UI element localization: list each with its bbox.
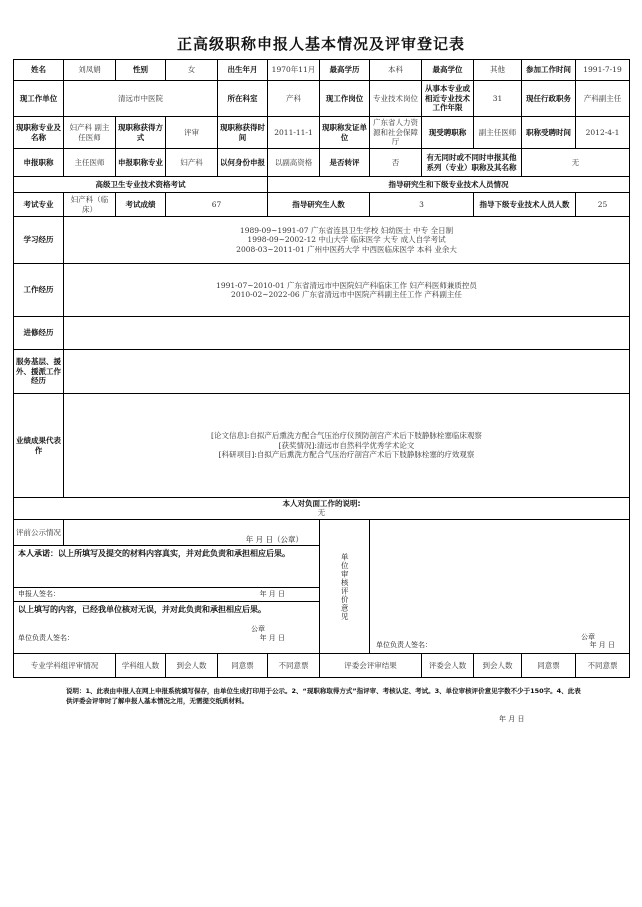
registration-form <box>13 59 630 678</box>
committee-label: 评委会评审结果 <box>320 654 422 678</box>
pledge-text: 本人承诺：以上所填写及提交的材料内容真实，并对此负责和承担相应后果。 <box>18 549 290 558</box>
other-series-label: 有无同时或不同时申报其他系列（专业）职称及其名称 <box>422 149 522 177</box>
group-agree-label: 同意票 <box>218 654 268 678</box>
group-members-label: 学科组人数 <box>116 654 166 678</box>
exam-major-value: 妇产科（临床） <box>64 193 116 217</box>
negative-work-label: 本人对负面工作的说明: <box>282 499 361 508</box>
service-content <box>64 350 630 394</box>
study-line: 1989-09~1991-07 广东省连县卫生学校 妇幼医士 中专 全日制 <box>239 225 454 235</box>
work-start-label: 参加工作时间 <box>522 60 576 81</box>
verify-date: 年 月 日 <box>259 633 285 642</box>
method-label: 现职称获得方式 <box>116 117 166 149</box>
study-content <box>64 217 630 264</box>
exam-major-label: 考试专业 <box>14 193 64 217</box>
current-title-value: 妇产科 副主任医师 <box>64 117 116 149</box>
publicity-date: 年 月 日（公章） <box>245 534 303 544</box>
unit-value: 清远市中医院 <box>64 81 218 117</box>
unit-label: 现工作单位 <box>14 81 64 117</box>
identity-value: 以副高资格 <box>268 149 320 177</box>
birth-label: 出生年月 <box>218 60 268 81</box>
birth-value: 1970年11月 <box>268 60 320 81</box>
exam-section-header: 高级卫生专业技术资格考试 <box>14 177 268 193</box>
achievement-line: [科研项目]:自拟产后熏洗方配合气压治疗剖宫产术后下肢静脉栓塞的疗效观察 <box>218 450 475 460</box>
other-series-value: 无 <box>522 149 630 177</box>
hired-title-label: 现受聘职称 <box>422 117 474 149</box>
grad-count-label: 指导研究生人数 <box>268 193 370 217</box>
staff-count-value: 25 <box>576 193 630 217</box>
committee-agree-label: 同意票 <box>522 654 576 678</box>
right-sign-label: 单位负责人签名： <box>376 641 432 650</box>
work-line: 2010-02~2022-06 广东省清远市中医院产科副主任工作 产科副主任 <box>231 290 462 299</box>
education-label: 最高学历 <box>320 60 370 81</box>
work-line: 1991-07~2010-01 广东省清远市中医院妇产科临床工作 妇产科医师兼质控员 <box>216 280 477 290</box>
achievements-label: 业绩成果代表作 <box>14 394 64 498</box>
pledge-sign-row <box>14 588 320 602</box>
apply-title-value: 主任医师 <box>64 149 116 177</box>
group-present-label: 到会人数 <box>166 654 218 678</box>
exam-score-value: 67 <box>166 193 268 217</box>
verify-text: 以上填写的内容，已经我单位核对无误，并对此负责和承担相应后果。 <box>18 605 266 614</box>
name-value: 刘凤娟 <box>64 60 116 81</box>
dept-value: 产科 <box>268 81 320 117</box>
achievements-content <box>64 394 630 498</box>
hired-title-value: 副主任医师 <box>474 117 522 149</box>
transfer-label: 是否转评 <box>320 149 370 177</box>
committee-disagree-label: 不同意票 <box>576 654 630 678</box>
work-content <box>64 264 630 317</box>
group-disagree-label: 不同意票 <box>268 654 320 678</box>
post-label: 现工作岗位 <box>320 81 370 117</box>
right-sign-date: 年 月 日 <box>589 641 615 650</box>
study-line: 1998-09~2002-12 中山大学 临床医学 大专 成人自学考试 <box>247 235 446 245</box>
publicity-label: 评前公示情况 <box>14 520 64 546</box>
verify-box <box>14 602 320 654</box>
years-value: 31 <box>474 81 522 117</box>
apply-major-value: 妇产科 <box>166 149 218 177</box>
pledge-date: 年 月 日 <box>259 590 285 599</box>
dept-label: 所在科室 <box>218 81 268 117</box>
guide-section-header: 指导研究生和下级专业技术人员情况 <box>268 177 630 193</box>
footnote: 说明：1、此表由申报人在网上申报系统填写保存，由单位生成打印用于公示。2、“现职称取得方式”指评审、考核认定、考试。3、单位审核评价意见字数不少于150字。4、此表供评委会评审时了解申报人基本情况之用，无需提交纸质材料。 <box>66 687 581 706</box>
gender-label: 性别 <box>116 60 166 81</box>
unit-review-label: 单位审核评价意见 <box>320 520 370 654</box>
study-line: 2008-03~2011-01 广州中医药大学 中西医临床医学 本科 业余大 <box>236 244 457 254</box>
hired-time-label: 职称受聘时间 <box>522 117 576 149</box>
current-title-time-label: 现职称获得时间 <box>218 117 268 149</box>
pledge-sign-label: 申报人签名： <box>18 590 60 599</box>
admin-label: 现任行政职务 <box>522 81 576 117</box>
committee-present-label: 到会人数 <box>474 654 522 678</box>
education-value: 本科 <box>370 60 422 81</box>
admin-value: 产科副主任 <box>576 81 630 117</box>
training-content <box>64 317 630 350</box>
method-value: 评审 <box>166 117 218 149</box>
degree-value: 其他 <box>474 60 522 81</box>
years-label: 从事本专业或相近专业技术工作年限 <box>422 81 474 117</box>
transfer-value: 否 <box>370 149 422 177</box>
committee-members-label: 评委会人数 <box>422 654 474 678</box>
current-title-label: 现职称专业及名称 <box>14 117 64 149</box>
exam-score-label: 考试成绩 <box>116 193 166 217</box>
negative-work-note <box>14 498 630 520</box>
service-label: 服务基层、援外、援派工作经历 <box>14 350 64 394</box>
grad-count-value: 3 <box>370 193 474 217</box>
achievement-line: [获奖情况]:清远市自然科学优秀学术论文 <box>278 440 415 450</box>
post-value: 专业技术岗位 <box>370 81 422 117</box>
work-start-value: 1991-7-19 <box>576 60 630 81</box>
verify-sign-label: 单位负责人签名： <box>18 633 74 642</box>
work-label: 工作经历 <box>14 264 64 317</box>
verify-seal: 公章 <box>251 625 265 633</box>
publicity-content <box>64 520 320 546</box>
pledge-box <box>14 546 320 588</box>
page-title: 正高级职称申报人基本情况及评审登记表 <box>176 35 465 53</box>
negative-work-value: 无 <box>317 508 326 518</box>
issuer-value: 广东省人力资源和社会保障厅 <box>370 117 422 149</box>
footnote-date: 年 月 日 <box>499 715 525 723</box>
issuer-label: 现职称发证单位 <box>320 117 370 149</box>
study-label: 学习经历 <box>14 217 64 264</box>
achievement-line: [论文信息]:自拟产后熏洗方配合气压治疗仪预防剖宫产术后下肢静脉栓塞临床观察 <box>211 431 482 441</box>
major-group-label: 专业学科组评审情况 <box>14 654 116 678</box>
training-label: 进修经历 <box>14 317 64 350</box>
unit-review-content <box>370 520 630 654</box>
identity-label: 以何身份申报 <box>218 149 268 177</box>
current-title-time-value: 2011-11-1 <box>268 117 320 149</box>
hired-time-value: 2012-4-1 <box>576 117 630 149</box>
apply-major-label: 申报职称专业 <box>116 149 166 177</box>
apply-title-label: 申报职称 <box>14 149 64 177</box>
name-label: 姓名 <box>14 60 64 81</box>
gender-value: 女 <box>166 60 218 81</box>
right-seal: 公章 <box>581 632 595 641</box>
degree-label: 最高学位 <box>422 60 474 81</box>
staff-count-label: 指导下级专业技术人员人数 <box>474 193 576 217</box>
